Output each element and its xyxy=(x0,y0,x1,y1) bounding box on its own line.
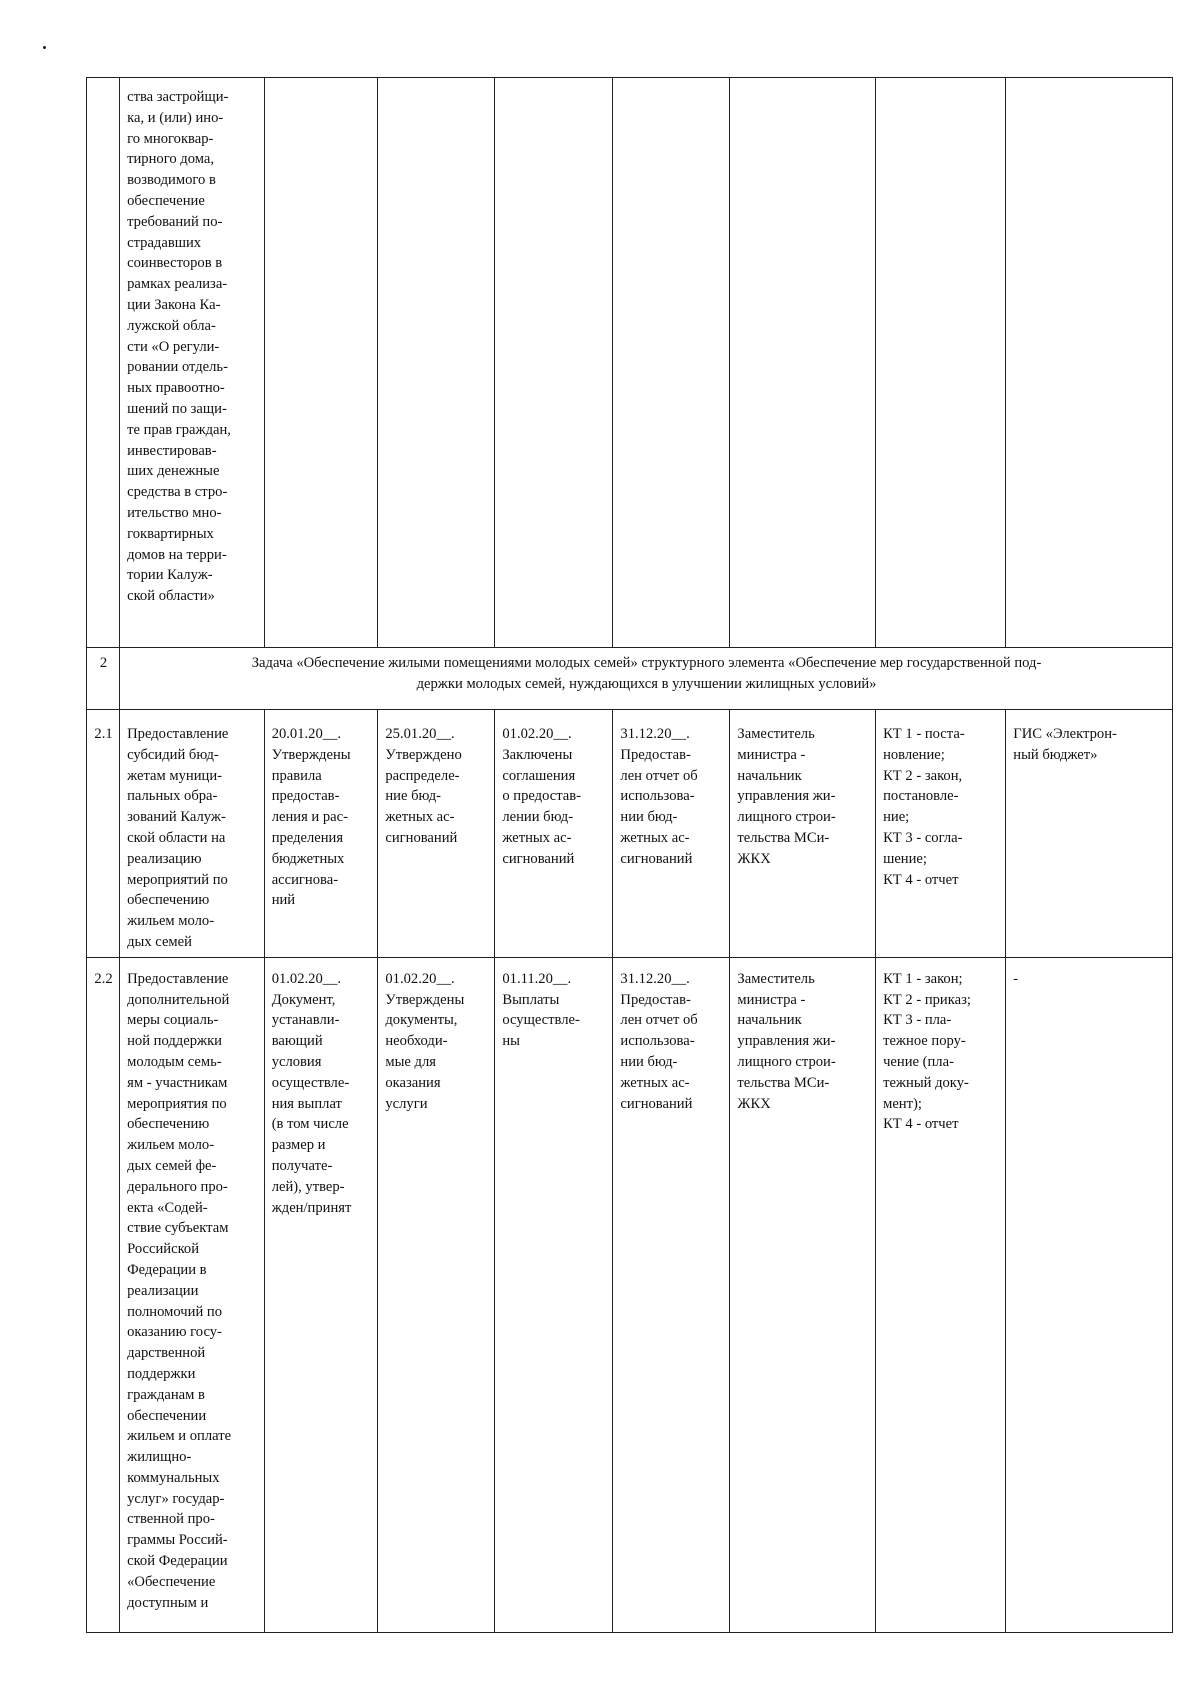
task-heading-cell: Задача «Обеспечение жилыми помещениями молодых семей» структурного элемента «Обеспечение мер государственной под- держки молодых семей, нуждающихся в улучшении жилищных условий» xyxy=(120,648,1173,710)
info-system-cell xyxy=(1006,78,1173,648)
info-system-cell: ГИС «Электрон- ный бюджет» xyxy=(1006,710,1173,958)
responsible-cell: Заместитель министра - начальник управления жи- лищного строи- тельства МСи- ЖКХ xyxy=(730,710,876,958)
responsible-cell xyxy=(730,78,876,648)
checkpoint-1-cell: 01.02.20__. Документ, устанавли- вающий условия осуществле- ния выплат (в том числе размер и получате- лей), утвер- жден/принят xyxy=(264,957,378,1632)
info-system-cell: - xyxy=(1006,957,1173,1632)
responsible-cell: Заместитель министра - начальник управления жи- лищного строи- тельства МСи- ЖКХ xyxy=(730,957,876,1632)
row-number xyxy=(87,78,120,648)
checkpoint-4-cell xyxy=(613,78,730,648)
table-row xyxy=(87,648,1173,710)
event-name-cell: Предоставление дополнительной меры социаль- ной поддержки молодым семь- ям - участникам мероприятия по обеспечению жильем моло- дых семей фе- дерального про- екта «Содей- ствие субъектам Российской Федерации в реализации полномочий по оказанию госу- дарственной поддержки гражданам в обеспечении жильем и оплате жилищно- коммунальных услуг» государ- ственной про- граммы Россий- ской Федерации «Обеспечение доступным и xyxy=(120,957,265,1632)
checkpoint-2-cell xyxy=(378,78,495,648)
document-type-cell xyxy=(876,78,1006,648)
event-name-cell: ства застройщи- ка, и (или) ино- го многоквар- тирного дома, возводимого в обеспечение требований по- страдавших соинвесторов в рамках реализа- ции Закона Ка- лужской обла- сти «О регули- ровании отдель- ных правоотно- шений по защи- те прав граждан, инвестировав- ших денежные средства в стро- ительство мно- гоквартирных домов на терри- тории Калуж- ской области» xyxy=(120,78,265,648)
table-row xyxy=(87,78,1173,648)
checkpoint-3-cell xyxy=(495,78,613,648)
row-number: 2.1 xyxy=(87,710,120,958)
scan-speck xyxy=(43,46,46,49)
checkpoint-2-cell: 01.02.20__. Утверждены документы, необходи- мые для оказания услуги xyxy=(378,957,495,1632)
table-row xyxy=(87,957,1173,1632)
checkpoint-2-cell: 25.01.20__. Утверждено распределе- ние бюд- жетных ас- сигнований xyxy=(378,710,495,958)
table-row xyxy=(87,710,1173,958)
document-type-cell: КТ 1 - поста- новление; КТ 2 - закон, постановле- ние; КТ 3 - согла- шение; КТ 4 - отчет xyxy=(876,710,1006,958)
checkpoint-1-cell: 20.01.20__. Утверждены правила предостав- ления и рас- пределения бюджетных ассигнова- ний xyxy=(264,710,378,958)
event-name-cell: Предоставление субсидий бюд- жетам муници- пальных обра- зований Калуж- ской области на реализацию мероприятий по обеспечению жильем моло- дых семей xyxy=(120,710,265,958)
checkpoint-4-cell: 31.12.20__. Предостав- лен отчет об использова- нии бюд- жетных ас- сигнований xyxy=(613,710,730,958)
checkpoint-3-cell: 01.11.20__. Выплаты осуществле- ны xyxy=(495,957,613,1632)
plan-table xyxy=(86,77,1173,1633)
checkpoint-1-cell xyxy=(264,78,378,648)
document-type-cell: КТ 1 - закон; КТ 2 - приказ; КТ 3 - пла- тежное пору- чение (пла- тежный доку- мент); КТ 4 - отчет xyxy=(876,957,1006,1632)
row-number: 2 xyxy=(87,648,120,710)
row-number: 2.2 xyxy=(87,957,120,1632)
checkpoint-3-cell: 01.02.20__. Заключены соглашения о предостав- лении бюд- жетных ас- сигнований xyxy=(495,710,613,958)
checkpoint-4-cell: 31.12.20__. Предостав- лен отчет об использова- нии бюд- жетных ас- сигнований xyxy=(613,957,730,1632)
